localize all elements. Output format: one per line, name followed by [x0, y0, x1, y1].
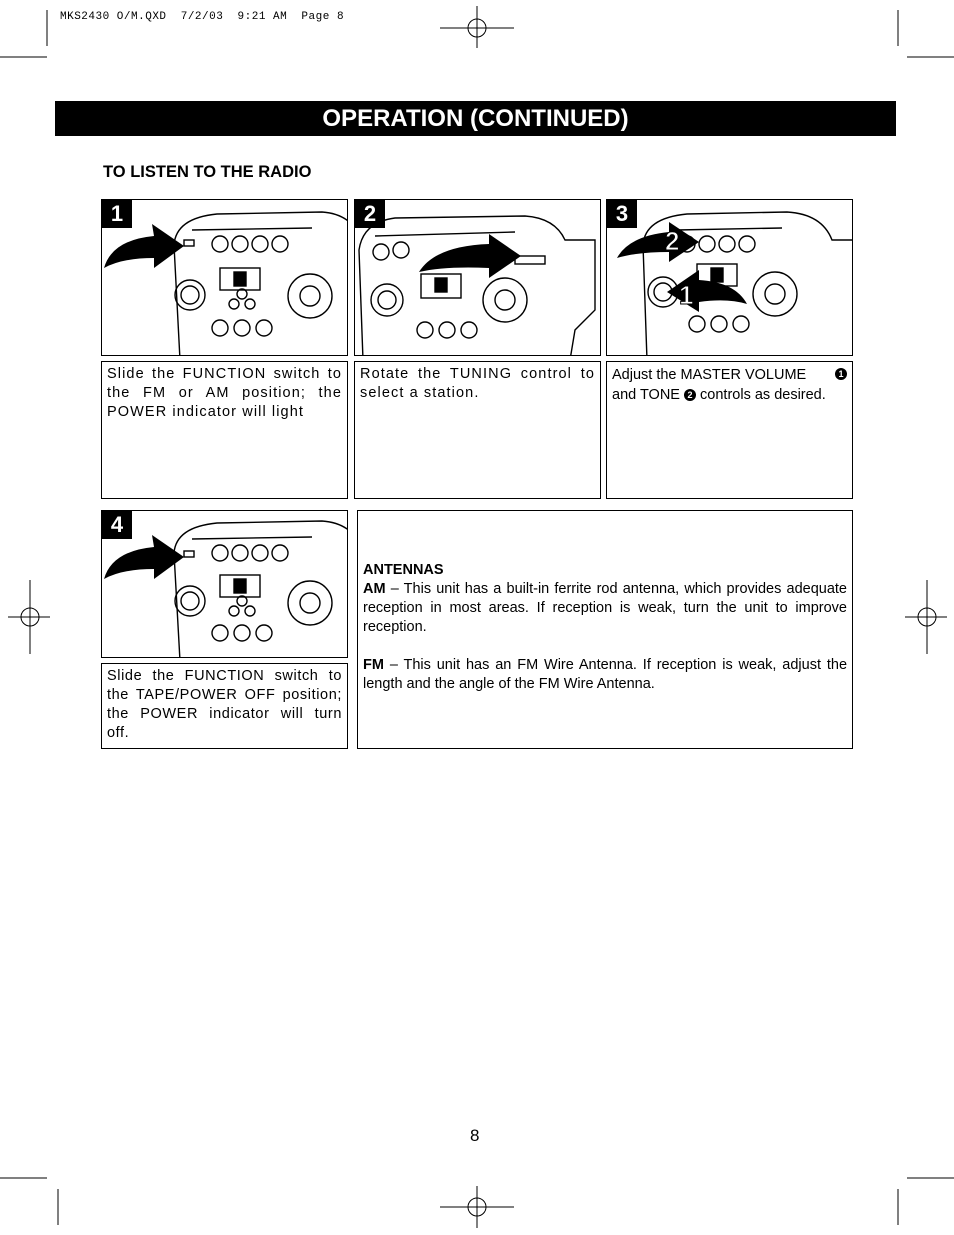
section-heading: TO LISTEN TO THE RADIO — [103, 163, 312, 181]
step-2-illustration — [354, 199, 601, 356]
page-title: OPERATION (CONTINUED) — [55, 101, 896, 136]
step-2-text: Rotate the TUNING control to select a station. — [354, 361, 601, 499]
antennas-title: ANTENNAS — [363, 562, 444, 578]
step-3-text-b: and TONE — [612, 387, 680, 403]
fm-label: FM — [363, 657, 384, 673]
step-3-number: 3 — [607, 200, 637, 228]
step-3-text — [606, 361, 853, 499]
marker-1-icon: 1 — [835, 368, 847, 380]
step-4-number: 4 — [102, 511, 132, 539]
step-1-text: Slide the FUNCTION switch to the FM or AM position; the POWER indicator will light — [101, 361, 348, 499]
boombox-drawing — [102, 511, 347, 657]
boombox-drawing — [607, 200, 852, 355]
marker-2-icon: 2 — [684, 389, 696, 401]
step-3-text-c: controls as desired. — [700, 387, 826, 403]
step-1-illustration — [101, 199, 348, 356]
am-text: – This unit has a built-in ferrite rod antenna, which provides adequate reception in most areas. If reception is weak, turn the unit to improve reception. — [363, 581, 847, 635]
step-1-number: 1 — [102, 200, 132, 228]
callout-2: 2 — [665, 226, 680, 256]
page-number: 8 — [470, 1126, 480, 1145]
fm-text: – This unit has an FM Wire Antenna. If reception is weak, adjust the length and the angle of the FM Wire Antenna. — [363, 657, 848, 692]
antennas-box — [357, 510, 853, 749]
step-3-illustration — [606, 199, 853, 356]
callout-1: 1 — [679, 280, 694, 310]
step-4-illustration — [101, 510, 348, 658]
am-label: AM — [363, 581, 386, 597]
step-3-text-a: Adjust the MASTER VOLUME — [612, 367, 807, 383]
file-slug: MKS2430 O/M.QXD 7/2/03 9:21 AM Page 8 — [60, 11, 345, 23]
boombox-drawing — [102, 200, 347, 355]
step-4-text: Slide the FUNCTION switch to the TAPE/POWER OFF position; the POWER indicator will turn off. — [101, 663, 348, 749]
step-2-number: 2 — [355, 200, 385, 228]
boombox-drawing — [355, 200, 600, 355]
